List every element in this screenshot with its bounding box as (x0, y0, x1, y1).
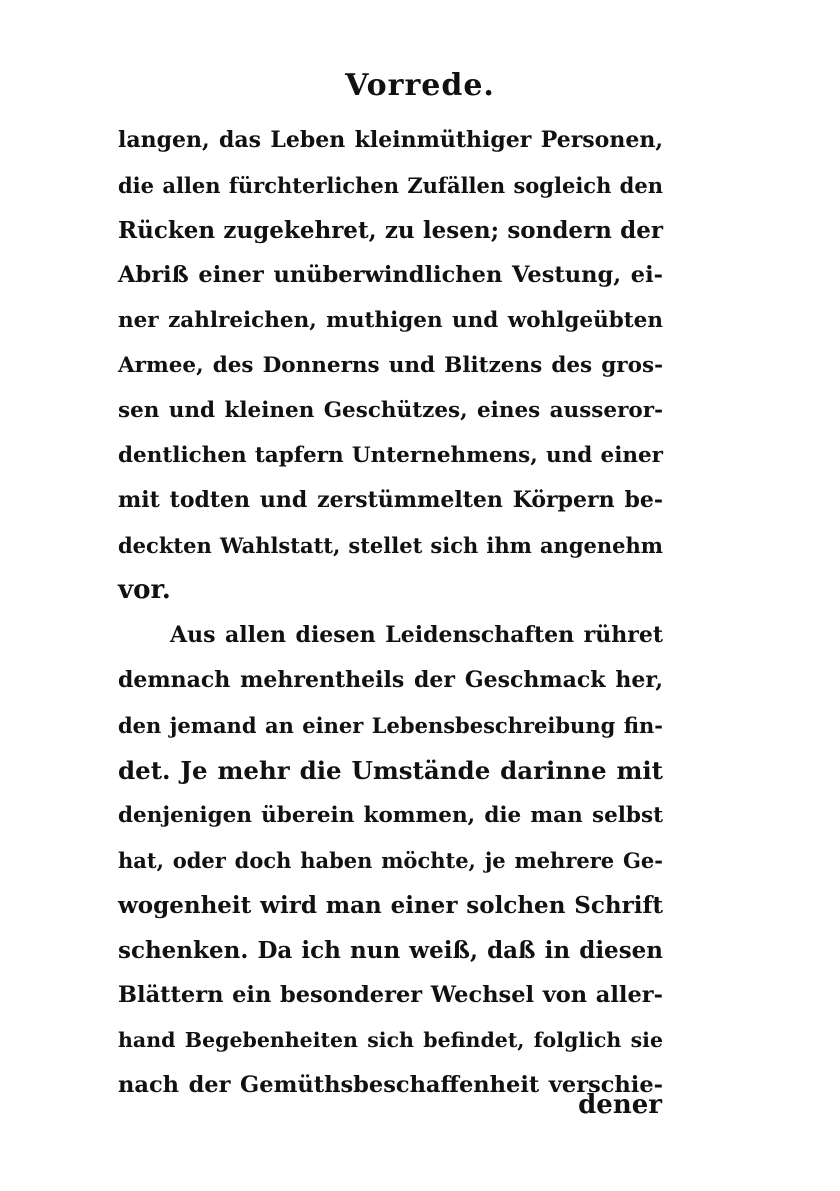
body-text (118, 118, 663, 1108)
text-line: Abriß einer unüberwindlichen Vestung, ei- (118, 262, 663, 288)
text-line: hat, oder doch haben möchte, je mehrere Ge- (118, 848, 663, 873)
text-line: mit todten und zerstümmelten Körpern be- (118, 487, 663, 513)
text-line: dentlichen tapfern Unternehmens, und einer (118, 443, 663, 468)
text-line: Rücken zugekehret, zu lesen; sondern der (118, 217, 663, 244)
text-line: Armee, des Donnerns und Blitzens des gros- (118, 353, 663, 378)
text-line: Blättern ein besonderer Wechsel von aller- (118, 982, 663, 1008)
text-line: det. Je mehr die Umstände darinne mit (118, 756, 663, 785)
catchword: dener (578, 1090, 662, 1120)
text-line: hand Begebenheiten sich befindet, folglich sie (118, 1028, 663, 1052)
text-line: denjenigen überein kommen, die man selbst (118, 803, 663, 828)
text-line: den jemand an einer Lebensbeschreibung fin- (118, 713, 663, 738)
text-line: schenken. Da ich nun weiß, daß in diesen (118, 937, 663, 964)
text-line: wogenheit wird man einer solchen Schrift (118, 892, 663, 919)
text-line: langen, das Leben kleinmüthiger Personen, (118, 127, 663, 153)
text-line: die allen fürchterlichen Zufällen sogleich den (118, 173, 663, 198)
text-line: sen und kleinen Geschützes, eines ausseror- (118, 398, 663, 423)
text-line: demnach mehrentheils der Geschmack her, (118, 667, 663, 693)
running-header: Vorrede. (345, 68, 495, 103)
text-line: ner zahlreichen, muthigen und wohlgeübten (118, 308, 663, 333)
paragraph-first-line: Aus allen diesen Leidenschaften rühret (170, 622, 663, 648)
text-line: deckten Wahlstatt, stellet sich ihm angenehm (118, 533, 663, 558)
text-line: nach der Gemüthsbeschaffenheit verschie- (118, 1072, 663, 1098)
text-line: vor. (118, 575, 171, 605)
